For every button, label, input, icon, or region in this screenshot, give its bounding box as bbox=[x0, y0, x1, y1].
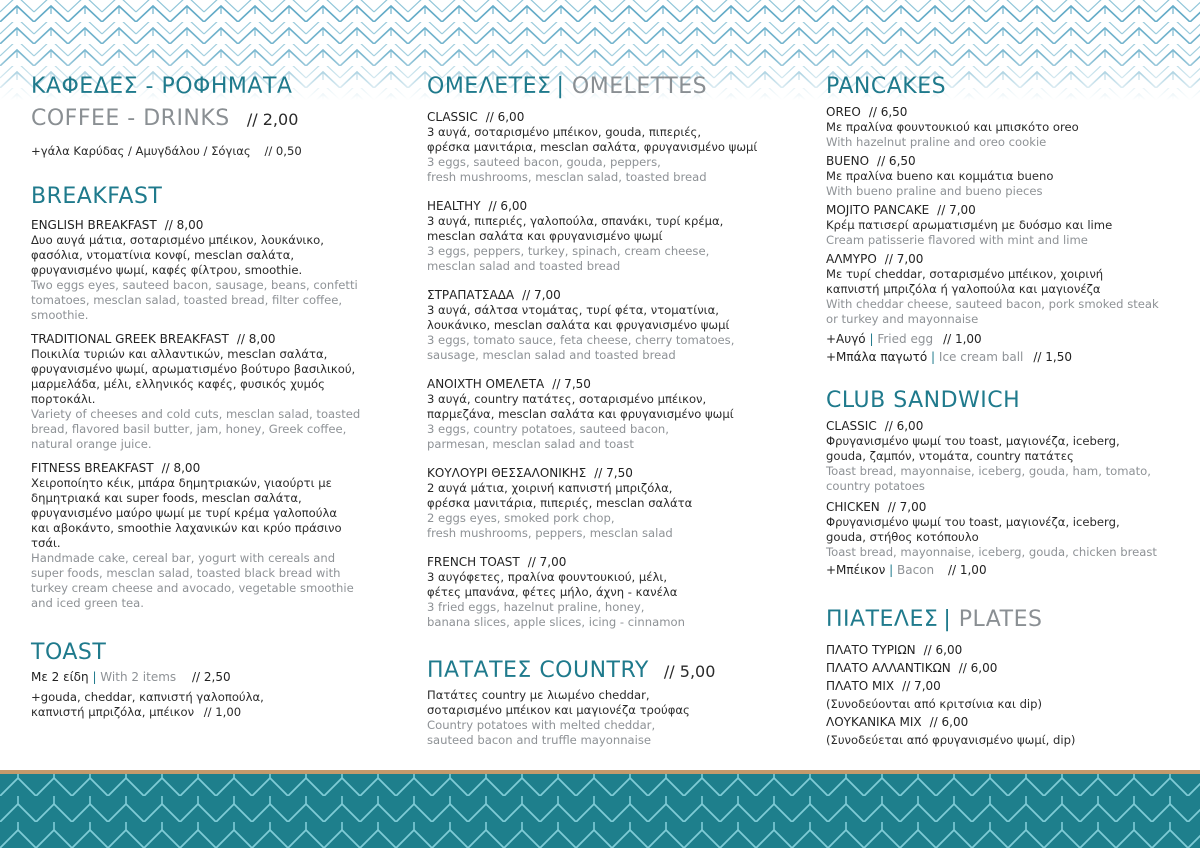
item-description-en: mesclan salad and toasted bread bbox=[427, 259, 621, 273]
potatoes-header bbox=[427, 658, 715, 683]
breakfast-section bbox=[31, 184, 162, 209]
item-description-en: 3 eggs, country potatoes, sauteed bacon, bbox=[427, 422, 669, 436]
breakfast-title: BREAKFAST bbox=[31, 184, 163, 209]
item-description-en: or turkey and mayonnaise bbox=[826, 312, 979, 326]
club-list bbox=[826, 419, 1176, 566]
item-name: ENGLISH BREAKFAST bbox=[31, 218, 157, 232]
item-name: FITNESS BREAKFAST bbox=[31, 461, 154, 475]
menu-item bbox=[826, 419, 1176, 494]
toast-line-gr: Με 2 είδη bbox=[31, 670, 89, 684]
club-title: CLUB SANDWICH bbox=[826, 388, 1021, 413]
item-title-row bbox=[826, 203, 1176, 218]
item-name: CHICKEN bbox=[826, 500, 880, 514]
item-price: // 8,00 bbox=[161, 461, 201, 475]
item-description-en: 2 eggs eyes, smoked pork chop, bbox=[427, 511, 615, 525]
item-description-gr: πορτοκάλι. bbox=[31, 392, 96, 406]
coffee-subtitle-row bbox=[31, 106, 298, 131]
item-title-row bbox=[427, 377, 797, 392]
coffee-title: ΚΑΦΕΔΕΣ - ΡΟΦΗΜΑΤΑ bbox=[31, 74, 293, 99]
extra-en: Fried egg bbox=[877, 332, 934, 346]
item-name: HEALTHY bbox=[427, 199, 481, 213]
item-description-gr: 3 αυγόφετες, πραλίνα φουντουκιού, μέλι, bbox=[427, 570, 668, 584]
separator: | bbox=[889, 563, 897, 577]
item-name: MOJITO PANCAKE bbox=[826, 203, 930, 217]
potatoes-gr-2: σοταρισμένο μπέικον και μαγιονέζα τρούφας bbox=[427, 703, 690, 717]
toast-section bbox=[31, 640, 106, 665]
plate-price: // 6,00 bbox=[929, 715, 969, 729]
bottom-chevron-band bbox=[0, 770, 1200, 848]
item-description-gr: παρμεζάνα, mesclan σαλάτα και φρυγανισμένο ψωμί bbox=[427, 407, 734, 421]
item-description-en: With cheddar cheese, sauteed bacon, pork smoked steak bbox=[826, 297, 1159, 311]
item-price: // 8,00 bbox=[236, 332, 276, 346]
extra-gr: +Μπάλα παγωτό bbox=[826, 350, 928, 364]
club-extra-price: // 1,00 bbox=[947, 563, 987, 577]
item-title-row bbox=[427, 466, 797, 481]
item-description-en: tomatoes, mesclan salad, toasted bread, filter coffee, bbox=[31, 293, 343, 307]
coffee-extra-price: // 0,50 bbox=[264, 144, 302, 158]
omelettes-header bbox=[427, 74, 707, 99]
item-name: CLASSIC bbox=[826, 419, 877, 433]
item-price: // 7,00 bbox=[527, 555, 567, 569]
item-description-gr: δημητριακά και super foods, mesclan σαλάτα, bbox=[31, 491, 302, 505]
item-description-en: Variety of cheeses and cold cuts, mesclan salad, toasted bbox=[31, 407, 361, 421]
item-description-gr: Με τυρί cheddar, σοταρισμένο μπέικον, χοιρινή bbox=[826, 267, 1104, 281]
item-description-gr: και αβοκάντο, smoothie λαχανικών και κρύο πράσινο bbox=[31, 521, 342, 535]
item-description-en: With hazelnut praline and oreo cookie bbox=[826, 135, 1047, 149]
breakfast-list bbox=[31, 218, 391, 620]
separator: | bbox=[556, 74, 572, 99]
separator: | bbox=[865, 332, 878, 346]
item-title-row bbox=[31, 332, 391, 347]
pancake-extras bbox=[826, 332, 1176, 368]
item-title-row bbox=[826, 252, 1176, 267]
plates-title-gr: ΠΙΑΤΕΛΕΣ bbox=[826, 607, 939, 632]
menu-item bbox=[31, 461, 391, 611]
item-description-gr: 3 αυγά, country πατάτες, σοταρισμένο μπέικον, bbox=[427, 392, 707, 406]
item-description-en: 3 eggs, peppers, turkey, spinach, cream cheese, bbox=[427, 244, 710, 258]
item-description-gr: Ποικιλία τυριών και αλλαντικών, mesclan σαλάτα, bbox=[31, 347, 328, 361]
plate-name: ΠΛΑΤΟ ΤΥΡΙΩΝ bbox=[826, 643, 916, 657]
item-name: ΑΛΜΥΡΟ bbox=[826, 252, 877, 266]
item-description-gr: Φρυγανισμένο ψωμί του toast, μαγιονέζα, iceberg, bbox=[826, 434, 1120, 448]
item-title-row bbox=[826, 105, 1176, 120]
menu-item bbox=[31, 332, 391, 452]
item-description-gr: λουκάνικο, mesclan σαλάτα και φρυγανισμένο ψωμί bbox=[427, 318, 730, 332]
plates-title-en: PLATES bbox=[958, 607, 1043, 632]
plate-row bbox=[826, 661, 1176, 676]
potatoes-description bbox=[427, 688, 690, 748]
club-extra bbox=[826, 563, 987, 578]
item-price: // 7,50 bbox=[552, 377, 591, 391]
coffee-price: // 2,00 bbox=[246, 110, 299, 129]
separator: | bbox=[92, 670, 101, 684]
item-description-gr: gouda, ζαμπόν, ντομάτα, country πατάτες bbox=[826, 449, 1074, 463]
coffee-extra: +γάλα Καρύδας / Αμυγδάλου / Σόγιας bbox=[31, 144, 251, 158]
omelettes-title-gr: ΟΜΕΛΕΤΕΣ bbox=[427, 74, 552, 99]
item-price: // 6,00 bbox=[884, 419, 924, 433]
toast-extra-2: καπνιστή μπριζόλα, μπέικον bbox=[31, 705, 195, 719]
item-description-gr: μαρμελάδα, μέλι, ελληνικός καφές, φυσικός χυμός bbox=[31, 377, 325, 391]
item-description-en: Two eggs eyes, sauteed bacon, sausage, beans, confetti bbox=[31, 278, 358, 292]
plates-list bbox=[826, 643, 1176, 751]
item-description-en: fresh mushrooms, peppers, mesclan salad bbox=[427, 526, 673, 540]
item-description-en: Toast bread, mayonnaise, iceberg, gouda, ham, tomato, bbox=[826, 464, 1151, 478]
toast-extra-price: // 1,00 bbox=[203, 705, 242, 719]
pancake-extra-row bbox=[826, 332, 1176, 347]
item-description-gr: φρυγανισμένο ψωμί, αρωματισμένο βούτυρο βασιλικού, bbox=[31, 362, 356, 376]
plate-row bbox=[826, 679, 1176, 694]
plate-row bbox=[826, 715, 1176, 730]
menu-item bbox=[826, 105, 1176, 150]
item-description-en: sausage, mesclan salad and toasted bread bbox=[427, 348, 676, 362]
pancakes-title: PANCAKES bbox=[826, 74, 947, 99]
plate-name: ΠΛΑΤΟ MIX bbox=[826, 679, 895, 693]
omelettes-title-en: OMELETTES bbox=[571, 74, 708, 99]
item-title-row bbox=[31, 218, 391, 233]
item-description-gr: Χειροποίητο κέικ, μπάρα δημητριακών, γιαούρτι με bbox=[31, 476, 332, 490]
item-description-gr: Φρυγανισμένο ψωμί του toast, μαγιονέζα, iceberg, bbox=[826, 515, 1120, 529]
club-extra-gr: +Μπέικον bbox=[826, 563, 886, 577]
item-description-en: Cream patisserie flavored with mint and lime bbox=[826, 233, 1088, 247]
item-description-gr: φρέσκα μανιτάρια, πιπεριές, mesclan σαλάτα bbox=[427, 496, 693, 510]
item-name: BUENO bbox=[826, 154, 870, 168]
item-description-en: and iced green tea. bbox=[31, 596, 144, 610]
plate-price: // 6,00 bbox=[958, 661, 998, 675]
coffee-section bbox=[31, 74, 292, 99]
item-description-en: natural orange juice. bbox=[31, 437, 152, 451]
menu-item bbox=[826, 154, 1176, 199]
item-description-en: With bueno praline and bueno pieces bbox=[826, 184, 1043, 198]
item-description-en: banana slices, apple slices, icing - cinnamon bbox=[427, 615, 685, 629]
potatoes-price: // 5,00 bbox=[663, 662, 716, 681]
potatoes-en-1: Country potatoes with melted cheddar, bbox=[427, 718, 656, 732]
potatoes-en-2: sauteed bacon and truffle mayonnaise bbox=[427, 733, 652, 747]
plate-name: ΛΟΥΚΑΝΙΚΑ MIX bbox=[826, 715, 922, 729]
item-price: // 7,00 bbox=[522, 288, 561, 302]
item-title-row bbox=[427, 555, 797, 570]
menu-item bbox=[427, 288, 797, 363]
item-description-gr: 3 αυγά, σοταρισμένο μπέικον, gouda, πιπεριές, bbox=[427, 125, 702, 139]
item-title-row bbox=[826, 419, 1176, 434]
item-description-en: super foods, mesclan salad, toasted black bread with bbox=[31, 566, 341, 580]
plate-price: // 6,00 bbox=[923, 643, 963, 657]
item-description-gr: τσάι. bbox=[31, 536, 61, 550]
item-description-gr: φρυγανισμένο μαύρο ψωμί με τυρί κρέμα γαλοπούλα bbox=[31, 506, 337, 520]
menu-item bbox=[31, 218, 391, 323]
item-title-row bbox=[427, 110, 797, 125]
separator: | bbox=[943, 607, 959, 632]
item-description-en: 3 eggs, tomato sauce, feta cheese, cherry tomatoes, bbox=[427, 333, 735, 347]
menu-item bbox=[427, 377, 797, 452]
coffee-extra-row bbox=[31, 144, 302, 159]
item-price: // 7,50 bbox=[594, 466, 633, 480]
extra-en: Ice cream ball bbox=[938, 350, 1024, 364]
item-title-row bbox=[826, 500, 1176, 515]
plates-header bbox=[826, 607, 1042, 632]
item-name: ΑΝΟΙΧΤΗ ΟΜΕΛΕΤΑ bbox=[427, 377, 545, 391]
item-name: ΣΤΡΑΠΑΤΣΑΔΑ bbox=[427, 288, 515, 302]
menu-item bbox=[427, 555, 797, 630]
item-price: // 7,00 bbox=[887, 500, 927, 514]
menu-item bbox=[826, 500, 1176, 560]
item-price: // 6,00 bbox=[485, 110, 525, 124]
item-price: // 7,00 bbox=[937, 203, 976, 217]
plate-note: (Συνοδεύονται από κριτσίνια και dip) bbox=[826, 697, 1043, 711]
item-description-gr: καπνιστή μπριζόλα ή γαλοπούλα και μαγιονέζα bbox=[826, 282, 1101, 296]
item-description-en: 3 eggs, sauteed bacon, gouda, peppers, bbox=[427, 155, 661, 169]
item-description-en: parmesan, mesclan salad and toast bbox=[427, 437, 634, 451]
item-description-gr: φέτες μπανάνα, φέτες μήλο, άχνη - κανέλα bbox=[427, 585, 678, 599]
toast-line bbox=[31, 670, 231, 685]
item-title-row bbox=[31, 461, 391, 476]
item-description-gr: φρυγανισμένο ψωμί, καφές φίλτρου, smoothie. bbox=[31, 263, 303, 277]
menu-item bbox=[427, 110, 797, 185]
extra-price: // 1,50 bbox=[1033, 350, 1073, 364]
plate-price: // 7,00 bbox=[902, 679, 941, 693]
extra-price: // 1,00 bbox=[943, 332, 982, 346]
plate-note: (Συνοδεύεται από φρυγανισμένο ψωμί, dip) bbox=[826, 733, 1076, 747]
item-description-en: country potatoes bbox=[826, 479, 925, 493]
menu-item bbox=[826, 203, 1176, 248]
item-name: OREO bbox=[826, 105, 861, 119]
item-name: ΚΟΥΛΟΥΡΙ ΘΕΣΣΑΛΟΝΙΚΗΣ bbox=[427, 466, 587, 480]
item-description-gr: φασόλια, ντοματίνια κονφί, mesclan σαλάτα, bbox=[31, 248, 295, 262]
item-title-row bbox=[427, 288, 797, 303]
club-extra-en: Bacon bbox=[896, 563, 935, 577]
plate-row bbox=[826, 643, 1176, 658]
item-description-gr: Με πραλίνα φουντουκιού και μπισκότο oreo bbox=[826, 120, 1079, 134]
plate-name: ΠΛΑΤΟ ΑΛΛΑΝΤΙΚΩΝ bbox=[826, 661, 951, 675]
item-price: // 8,00 bbox=[164, 218, 204, 232]
item-description-en: Toast bread, mayonnaise, iceberg, gouda, chicken breast bbox=[826, 545, 1157, 559]
item-description-en: fresh mushrooms, mesclan salad, toasted bread bbox=[427, 170, 707, 184]
extra-gr: +Αυγό bbox=[826, 332, 866, 346]
item-name: FRENCH TOAST bbox=[427, 555, 520, 569]
item-description-en: turkey cream cheese and avocado, vegetable smoothie bbox=[31, 581, 354, 595]
item-price: // 6,50 bbox=[877, 154, 916, 168]
potatoes-gr-1: Πατάτες country με λιωμένο cheddar, bbox=[427, 688, 650, 702]
menu-item bbox=[427, 199, 797, 274]
item-name: CLASSIC bbox=[427, 110, 478, 124]
item-description-gr: 3 αυγά, σάλτσα ντομάτας, τυρί φέτα, ντοματίνια, bbox=[427, 303, 719, 317]
item-price: // 6,00 bbox=[488, 199, 528, 213]
item-description-gr: 3 αυγά, πιπεριές, γαλοπούλα, σπανάκι, τυρί κρέμα, bbox=[427, 214, 724, 228]
pancake-list bbox=[826, 105, 1176, 331]
item-title-row bbox=[427, 199, 797, 214]
item-description-gr: Κρέμ πατισερί αρωματισμένη με δυόσμο και lime bbox=[826, 218, 1113, 232]
menu-item bbox=[826, 252, 1176, 327]
item-description-gr: mesclan σαλάτα και φρυγανισμένο ψωμί bbox=[427, 229, 663, 243]
item-description-gr: gouda, στήθος κοτόπουλο bbox=[826, 530, 979, 544]
coffee-subtitle: COFFEE - DRINKS bbox=[31, 106, 230, 131]
pancake-extra-row bbox=[826, 350, 1176, 365]
item-description-gr: Δυο αυγά μάτια, σοταρισμένο μπέικον, λουκάνικο, bbox=[31, 233, 324, 247]
item-description-en: smoothie. bbox=[31, 308, 89, 322]
club-header bbox=[826, 388, 1020, 413]
toast-price: // 2,50 bbox=[192, 670, 231, 684]
item-description-gr: 2 αυγά μάτια, χοιρινή καπνιστή μπριζόλα, bbox=[427, 481, 673, 495]
toast-extra-1: +gouda, cheddar, καπνιστή γαλοπούλα, bbox=[31, 690, 264, 704]
toast-extras bbox=[31, 690, 264, 720]
item-description-en: Handmade cake, cereal bar, yogurt with cereals and bbox=[31, 551, 336, 565]
item-title-row bbox=[826, 154, 1176, 169]
toast-line-en: With 2 items bbox=[100, 670, 177, 684]
separator: | bbox=[927, 350, 939, 364]
potatoes-title: ΠΑΤΑΤΕΣ COUNTRY bbox=[427, 658, 649, 683]
item-description-en: bread, flavored basil butter, jam, honey, Greek coffee, bbox=[31, 422, 347, 436]
toast-title: TOAST bbox=[31, 640, 107, 665]
item-description-en: 3 fried eggs, hazelnut praline, honey, bbox=[427, 600, 645, 614]
item-name: TRADITIONAL GREEK BREAKFAST bbox=[31, 332, 229, 346]
item-description-gr: φρέσκα μανιτάρια, mesclan σαλάτα, φρυγανισμένο ψωμί bbox=[427, 140, 758, 154]
item-price: // 6,50 bbox=[868, 105, 908, 119]
item-price: // 7,00 bbox=[884, 252, 924, 266]
item-description-gr: Με πραλίνα bueno και κομμάτια bueno bbox=[826, 169, 1054, 183]
omelette-list bbox=[427, 110, 797, 644]
menu-item bbox=[427, 466, 797, 541]
pancakes-header bbox=[826, 74, 946, 99]
